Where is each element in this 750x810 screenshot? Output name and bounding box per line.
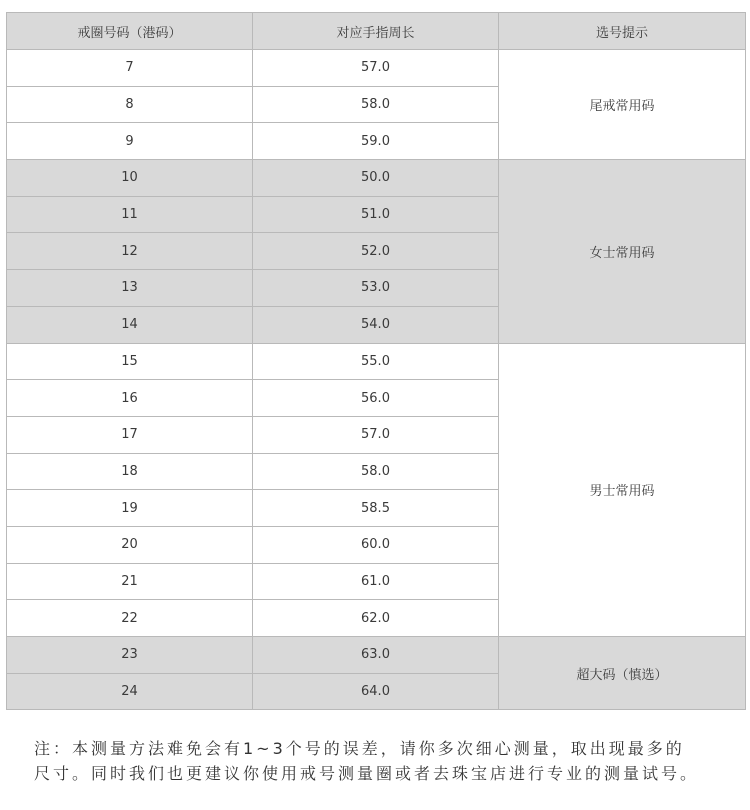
circumference-cell: 63.0 bbox=[253, 637, 499, 674]
ring-size-cell: 21 bbox=[7, 563, 253, 600]
table-row bbox=[7, 160, 746, 197]
hint-oversize: 超大码（慎选） bbox=[499, 637, 746, 710]
ring-size-cell: 24 bbox=[7, 673, 253, 710]
ring-size-cell: 19 bbox=[7, 490, 253, 527]
circumference-cell: 60.0 bbox=[253, 526, 499, 563]
circumference-cell: 51.0 bbox=[253, 196, 499, 233]
ring-size-cell: 13 bbox=[7, 270, 253, 307]
ring-size-cell: 15 bbox=[7, 343, 253, 380]
circumference-cell: 57.0 bbox=[253, 50, 499, 87]
ring-size-cell: 8 bbox=[7, 86, 253, 123]
circumference-cell: 58.5 bbox=[253, 490, 499, 527]
circumference-cell: 58.0 bbox=[253, 86, 499, 123]
hint-women: 女士常用码 bbox=[499, 160, 746, 343]
circumference-cell: 54.0 bbox=[253, 306, 499, 343]
header-finger-circumference: 对应手指周长 bbox=[253, 13, 499, 50]
circumference-cell: 62.0 bbox=[253, 600, 499, 637]
circumference-cell: 61.0 bbox=[253, 563, 499, 600]
table-header-row bbox=[7, 13, 746, 50]
ring-size-cell: 14 bbox=[7, 306, 253, 343]
ring-size-cell: 10 bbox=[7, 160, 253, 197]
circumference-cell: 56.0 bbox=[253, 380, 499, 417]
ring-size-cell: 22 bbox=[7, 600, 253, 637]
ring-size-cell: 7 bbox=[7, 50, 253, 87]
note-line-2: 尺寸。同时我们也更建议你使用戒号测量圈或者去珠宝店进行专业的测量试号。 bbox=[34, 764, 700, 783]
circumference-cell: 58.0 bbox=[253, 453, 499, 490]
header-selection-hint: 选号提示 bbox=[499, 13, 746, 50]
circumference-cell: 55.0 bbox=[253, 343, 499, 380]
note-line-1: 注：本测量方法难免会有1~3个号的误差，请你多次细心测量，取出现最多的 bbox=[34, 739, 685, 758]
table-row bbox=[7, 637, 746, 674]
ring-size-cell: 20 bbox=[7, 526, 253, 563]
ring-size-cell: 17 bbox=[7, 416, 253, 453]
header-ring-size: 戒圈号码（港码） bbox=[7, 13, 253, 50]
ring-size-cell: 11 bbox=[7, 196, 253, 233]
ring-size-cell: 23 bbox=[7, 637, 253, 674]
ring-size-cell: 12 bbox=[7, 233, 253, 270]
ring-size-cell: 18 bbox=[7, 453, 253, 490]
circumference-cell: 59.0 bbox=[253, 123, 499, 160]
hint-men: 男士常用码 bbox=[499, 343, 746, 637]
ring-size-table bbox=[6, 12, 746, 710]
table-row bbox=[7, 343, 746, 380]
circumference-cell: 50.0 bbox=[253, 160, 499, 197]
table-row bbox=[7, 50, 746, 87]
measurement-note bbox=[34, 736, 734, 786]
circumference-cell: 64.0 bbox=[253, 673, 499, 710]
circumference-cell: 52.0 bbox=[253, 233, 499, 270]
circumference-cell: 57.0 bbox=[253, 416, 499, 453]
ring-size-cell: 16 bbox=[7, 380, 253, 417]
hint-pinky-ring: 尾戒常用码 bbox=[499, 50, 746, 160]
circumference-cell: 53.0 bbox=[253, 270, 499, 307]
ring-size-cell: 9 bbox=[7, 123, 253, 160]
